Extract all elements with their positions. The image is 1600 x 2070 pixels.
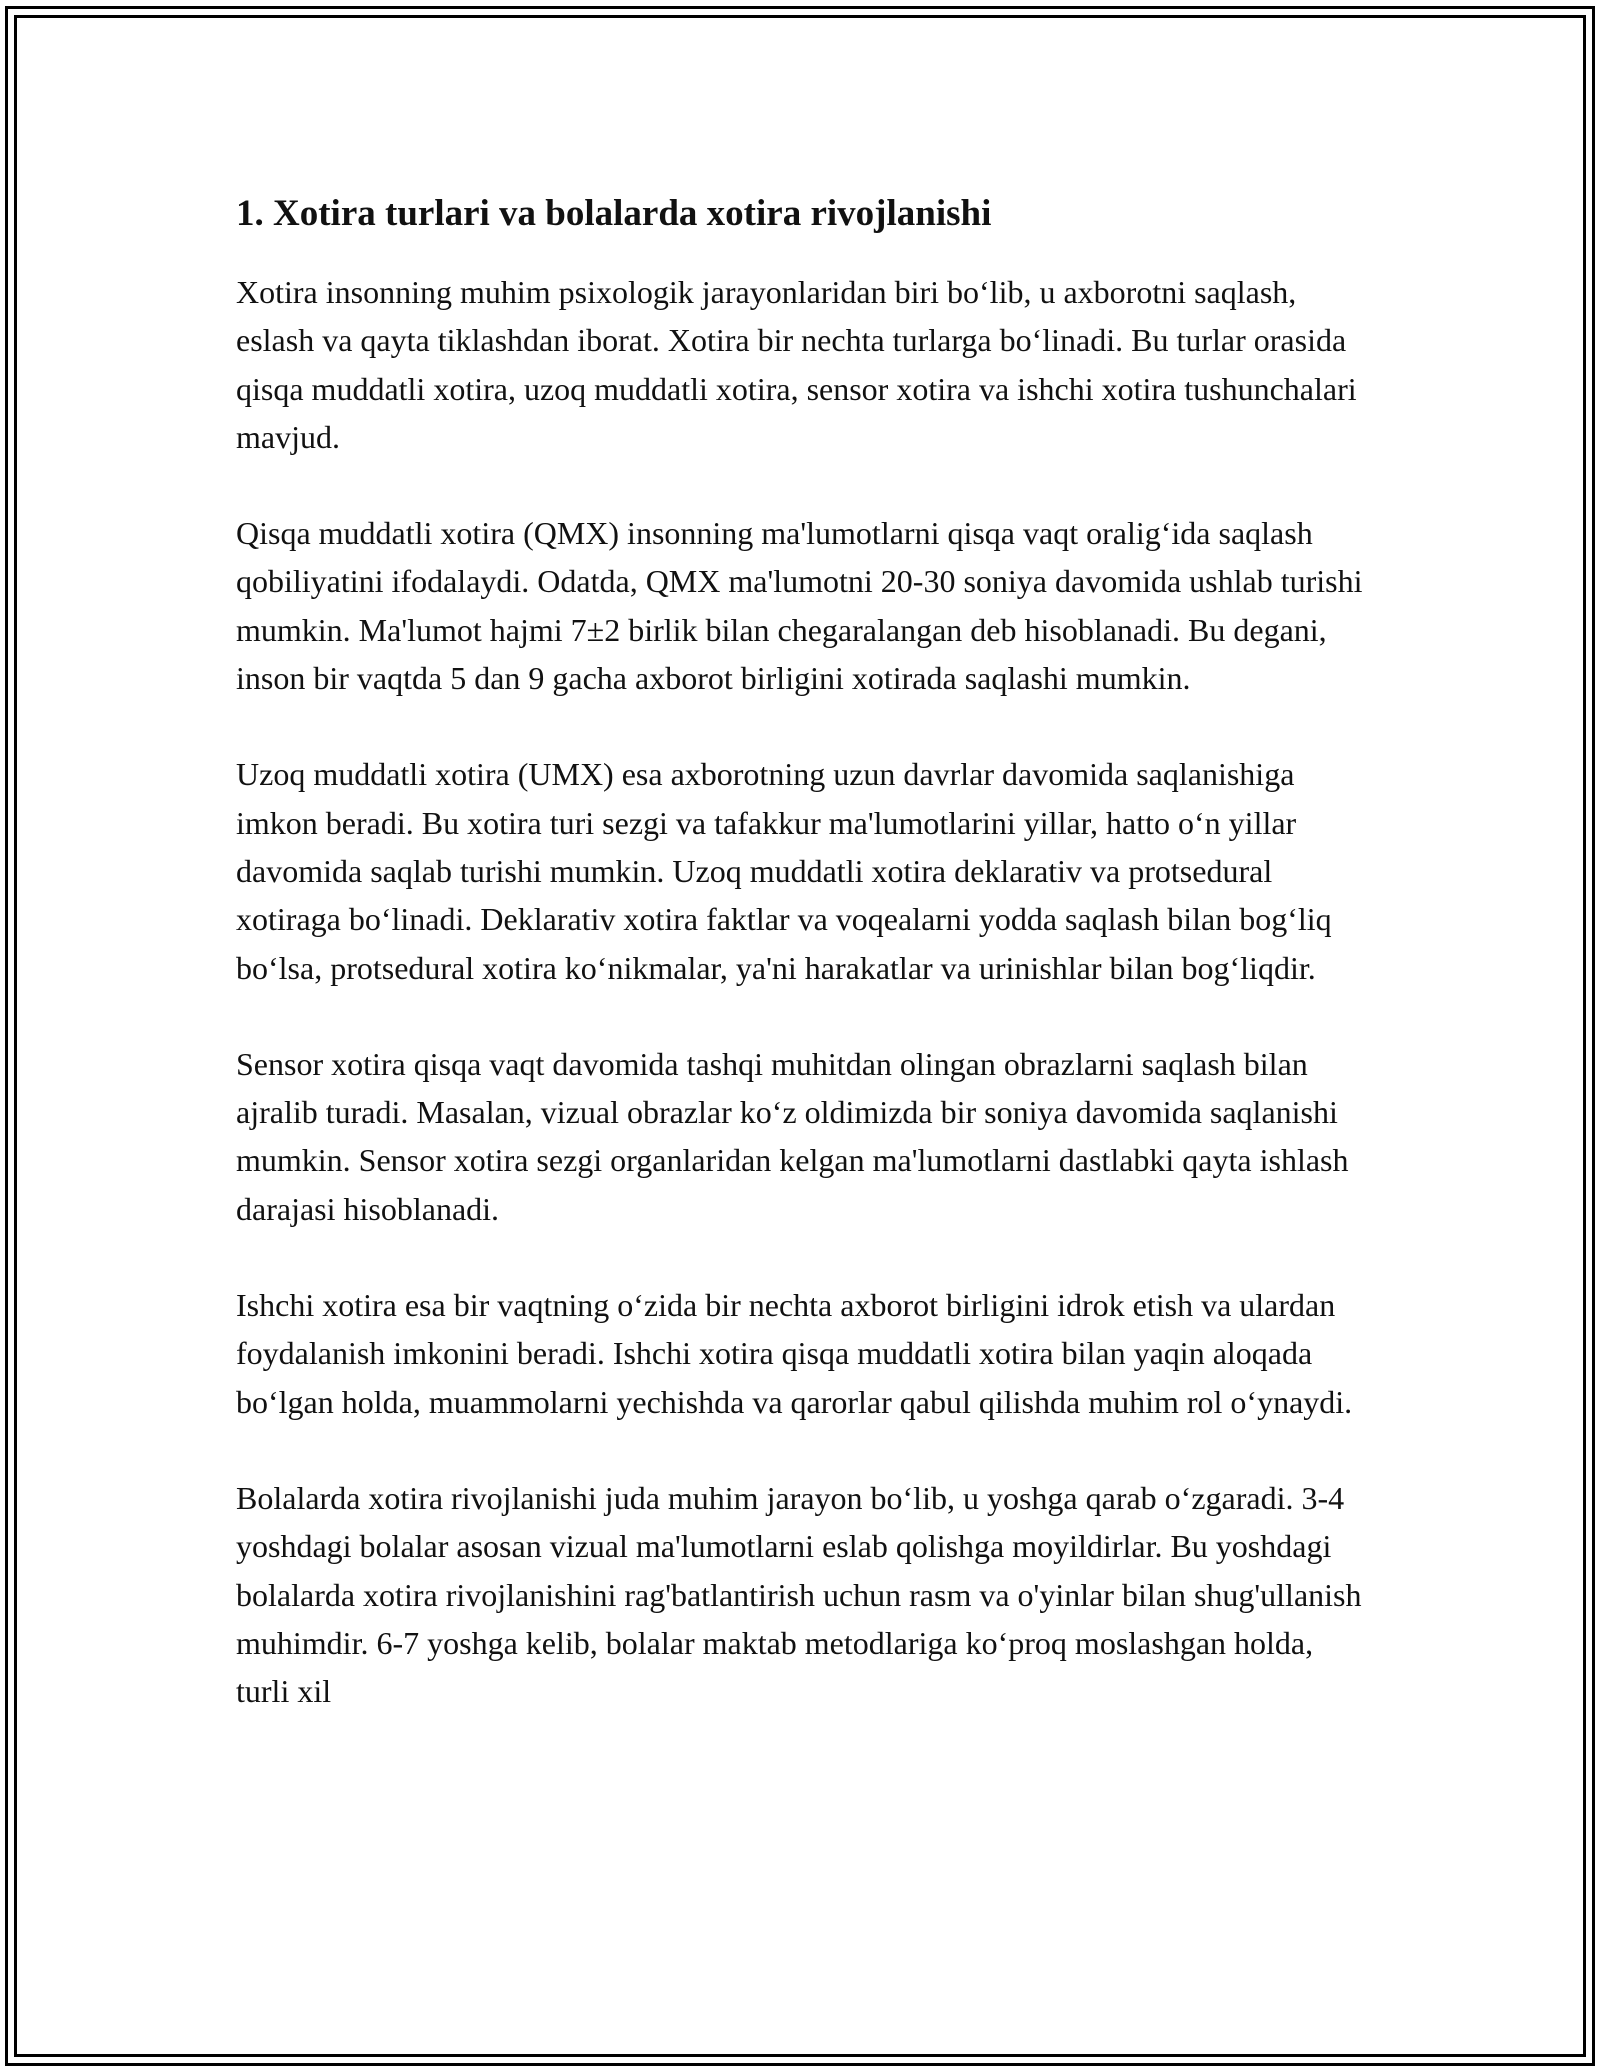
document-body: [236, 188, 1366, 1763]
paragraph-long-term-memory: Uzoq muddatli xotira (UMX) esa axborotning uzun davrlar davomida saqlanishiga imkon beradi. Bu xotira turi sezgi va tafakkur ma'lumotlarini yillar, hatto o‘n yillar davomida saqlab turishi mumkin. Uzoq muddatli xotira deklarativ va protsedural xotiraga bo‘linadi. Deklarativ xotira faktlar va voqealarni yodda saqlash bilan bog‘liq bo‘lsa, protsedural xotira ko‘nikmalar, ya'ni harakatlar va urinishlar bilan bog‘liqdir.: [236, 756, 1332, 986]
paragraph-short-term-memory: Qisqa muddatli xotira (QMX) insonning ma'lumotlarni qisqa vaqt oralig‘ida saqlash qobiliyatini ifodalaydi. Odatda, QMX ma'lumotni 20-30 soniya davomida ushlab turishi mumkin. Ma'lumot hajmi 7±2 birlik bilan chegaralangan deb hisoblanadi. Bu degani, inson bir vaqtda 5 dan 9 gacha axborot birligini xotirada saqlashi mumkin.: [236, 515, 1363, 697]
paragraph-working-memory: Ishchi xotira esa bir vaqtning o‘zida bir nechta axborot birligini idrok etish va ulardan foydalanish imkonini beradi. Ishchi xotira qisqa muddatli xotira bilan yaqin aloqada bo‘lgan holda, muammolarni yechishda va qarorlar qabul qilishda muhim rol o‘ynaydi.: [236, 1287, 1353, 1420]
paragraph-child-memory-development: Bolalarda xotira rivojlanishi juda muhim jarayon bo‘lib, u yoshga qarab o‘zgaradi. 3-4 yoshdagi bolalar asosan vizual ma'lumotlarni eslab qolishga moyildirlar. Bu yoshdagi bolalarda xotira rivojlanishini rag'batlantirish uchun rasm va o'yinlar bilan shug'ullanish muhimdir. 6-7 yoshga kelib, bolalar maktab metodlariga ko‘proq moslashgan holda, turli xil: [236, 1479, 1362, 1710]
paragraph-memory-intro: Xotira insonning muhim psixologik jarayonlaridan biri bo‘lib, u axborotni saqlash, eslash va qayta tiklashdan iborat. Xotira bir nechta turlarga bo‘linadi. Bu turlar orasida qisqa muddatli xotira, uzoq muddatli xotira, sensor xotira va ishchi xotira tushunchalari mavjud.: [236, 274, 1357, 455]
paragraph-sensory-memory: Sensor xotira qisqa vaqt davomida tashqi muhitdan olingan obrazlarni saqlash bilan ajralib turadi. Masalan, vizual obrazlar ko‘z oldimizda bir soniya davomida saqlanishi mumkin. Sensor xotira sezgi organlaridan kelgan ma'lumotlarni dastlabki qayta ishlash darajasi hisoblanadi.: [236, 1045, 1349, 1227]
section-heading: 1. Xotira turlari va bolalarda xotira rivojlanishi: [236, 193, 992, 234]
